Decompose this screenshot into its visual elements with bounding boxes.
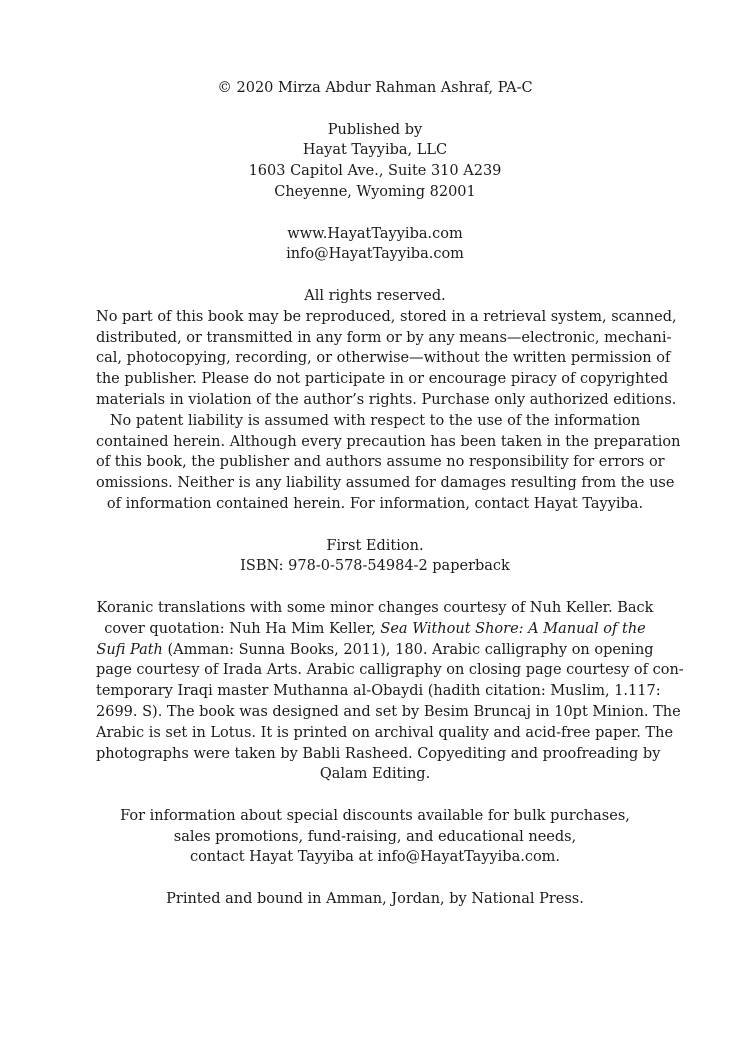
publisher-label: Published by: [327, 121, 423, 138]
credits-block: [96, 598, 684, 785]
book-title: Sufi Path: [96, 641, 163, 658]
email-link[interactable]: info@HayatTayyiba.com: [286, 246, 464, 263]
rights-block: [96, 286, 681, 515]
rights-line: of information contained herein. For information, contact Hayat Tayyiba.: [106, 495, 644, 512]
rights-line: the publisher. Please do not participate in or encourage piracy of copyrighted: [96, 371, 669, 388]
credits-line: Koranic translations with some minor changes courtesy of Nuh Keller. Back: [96, 599, 654, 616]
credits-line: Arabic is set in Lotus. It is printed on archival quality and acid-free paper. The: [96, 724, 674, 741]
printed-notice: Printed and bound in Amman, Jordan, by National Press.: [166, 891, 584, 908]
website-link[interactable]: www.HayatTayyiba.com: [287, 225, 463, 242]
rights-line: of this book, the publisher and authors assume no responsibility for errors or: [96, 454, 665, 471]
credits-line: temporary Iraqi master Muthanna al-Obaydi (hadith citation: Muslim, 1.117:: [96, 683, 661, 700]
credits-line: [96, 640, 654, 661]
rights-line: cal, photocopying, recording, or otherwise—without the written permission of: [96, 350, 671, 367]
book-title: Sea Without Shore: A Manual of the: [380, 620, 646, 637]
discounts-line: contact Hayat Tayyiba at info@HayatTayyiba.com.: [189, 849, 561, 866]
publisher-block: [96, 120, 654, 203]
credits-line: [96, 619, 654, 640]
edition-label: First Edition.: [326, 537, 424, 554]
discounts-line: sales promotions, fund-raising, and educational needs,: [173, 828, 577, 845]
discounts-line: For information about special discounts available for bulk purchases,: [120, 807, 630, 824]
rights-line: No patent liability is assumed with respect to the use of the information: [109, 412, 641, 429]
rights-line: contained herein. Although every precaution has been taken in the preparation: [96, 433, 681, 450]
discounts-block: [96, 806, 654, 868]
publisher-city: Cheyenne, Wyoming 82001: [274, 183, 476, 200]
credits-line: Qalam Editing.: [319, 766, 431, 783]
credits-text: (Amman: Sunna Books, 2011), 180. Arabic calligraphy on opening: [162, 641, 654, 658]
edition-block: [96, 536, 654, 578]
credits-text: cover quotation: Nuh Ha Mim Keller,: [104, 620, 381, 637]
publisher-street: 1603 Capitol Ave., Suite 310 A239: [248, 163, 502, 180]
rights-heading: All rights reserved.: [304, 287, 446, 304]
rights-line: distributed, or transmitted in any form or by any means—electronic, mechani-: [96, 329, 672, 346]
contact-block: [96, 224, 654, 266]
rights-line: No part of this book may be reproduced, stored in a retrieval system, scanned,: [96, 308, 677, 325]
publisher-name: Hayat Tayyiba, LLC: [302, 142, 448, 159]
rights-line: materials in violation of the author’s rights. Purchase only authorized editions.: [96, 391, 677, 408]
credits-line: photographs were taken by Babli Rasheed. Copyediting and proofreading by: [96, 745, 661, 762]
credits-line: 2699. S). The book was designed and set by Besim Bruncaj in 10pt Minion. The: [96, 703, 681, 720]
printed-block: [96, 889, 654, 910]
isbn: ISBN: 978-0-578-54984-2 paperback: [240, 558, 510, 575]
credits-line: page courtesy of Irada Arts. Arabic calligraphy on closing page courtesy of con-: [96, 662, 684, 679]
copyright-block: [96, 78, 654, 99]
rights-line: omissions. Neither is any liability assumed for damages resulting from the use: [96, 475, 675, 492]
copyright-notice: © 2020 Mirza Abdur Rahman Ashraf, PA-C: [217, 80, 533, 96]
